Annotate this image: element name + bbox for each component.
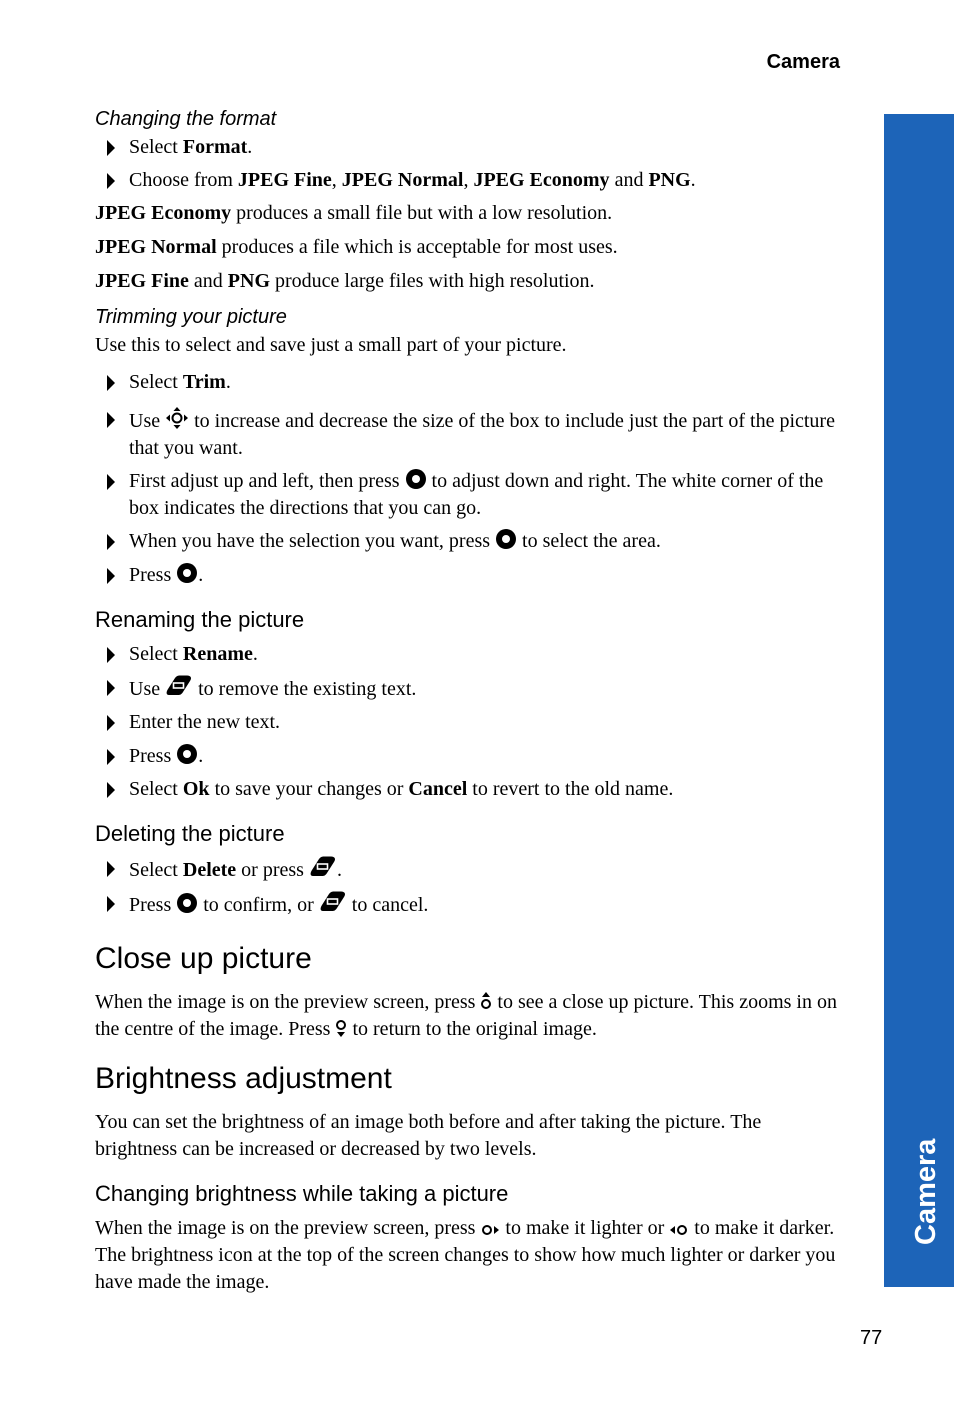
bold-text: JPEG Normal <box>341 169 464 191</box>
paragraph-close-up <box>95 989 840 1043</box>
paragraph-jpeg-fine <box>95 268 840 295</box>
header-title: Camera <box>766 51 840 73</box>
bullet-press-center <box>95 743 840 770</box>
text: First adjust up and left, then press <box>129 470 405 492</box>
bold-text: Cancel <box>408 778 468 800</box>
text: Enter the new text. <box>129 711 281 733</box>
right-triangle-icon <box>107 715 115 731</box>
paragraph-jpeg-economy <box>95 200 840 227</box>
nav-left-icon <box>669 1223 689 1237</box>
text: Choose from <box>129 169 238 191</box>
text: . <box>252 643 258 665</box>
text: and <box>609 169 649 191</box>
text: to see a close up picture. This zooms in on the centre of the image. Press <box>95 991 837 1040</box>
text: , <box>463 169 474 191</box>
text: produce large files with high resolution. <box>270 270 595 292</box>
bullet-select-delete <box>95 855 840 884</box>
right-triangle-icon <box>107 896 115 912</box>
bold-text: Ok <box>182 778 210 800</box>
bullet-press-center <box>95 562 840 589</box>
text: to cancel. <box>346 894 429 916</box>
text: to save your changes or <box>209 778 409 800</box>
nav-up-icon <box>480 991 492 1011</box>
clear-key-icon <box>319 890 347 914</box>
bullet-adjust-up-left <box>95 468 840 522</box>
bold-text: JPEG Fine <box>237 169 332 191</box>
text: to return to the original image. <box>347 1018 597 1040</box>
center-select-key-icon <box>495 528 517 550</box>
text: produces a file which is acceptable for most uses. <box>216 236 618 258</box>
side-tab-label: Camera <box>910 1138 942 1245</box>
nav-right-icon <box>480 1223 500 1237</box>
bold-text: JPEG Economy <box>473 169 610 191</box>
bullet-use-navigation <box>95 406 840 462</box>
bold-text: JPEG Normal <box>95 236 217 258</box>
heading-renaming: Renaming the picture <box>95 607 305 632</box>
right-triangle-icon <box>107 568 115 584</box>
right-triangle-icon <box>107 782 115 798</box>
bold-text: Delete <box>182 859 237 881</box>
heading-changing-format: Changing the format <box>95 108 277 130</box>
text: Select <box>129 371 183 393</box>
text: . <box>198 745 204 767</box>
right-triangle-icon <box>107 140 115 156</box>
bold-text: PNG <box>227 270 270 292</box>
bullet-select-trim <box>95 369 840 396</box>
text: . <box>247 136 253 158</box>
bullet-select-area <box>95 528 840 555</box>
clear-key-icon <box>165 674 193 698</box>
right-triangle-icon <box>107 474 115 490</box>
heading-trimming: Trimming your picture <box>95 306 287 328</box>
text: Use <box>129 678 166 700</box>
bullet-select-rename <box>95 641 840 668</box>
center-select-key-icon <box>176 562 198 584</box>
bold-text: JPEG Fine <box>95 270 189 292</box>
text: When the image is on the preview screen, press <box>95 1217 481 1239</box>
right-triangle-icon <box>107 647 115 663</box>
side-tab <box>884 114 954 1287</box>
text: Select <box>129 859 183 881</box>
bold-text: PNG <box>648 169 691 191</box>
bullet-select-ok-cancel <box>95 776 840 803</box>
bold-text: Trim <box>182 371 226 393</box>
bullet-choose-format <box>95 167 840 194</box>
bullet-press-confirm <box>95 890 840 919</box>
text: . <box>198 564 204 586</box>
text: Select <box>129 643 183 665</box>
text: to increase and decrease the size of the box to include just the part of the picture that you want. <box>129 410 835 459</box>
heading-changing-brightness: Changing brightness while taking a picture <box>95 1181 509 1206</box>
text: . <box>225 371 231 393</box>
text: to select the area. <box>517 530 661 552</box>
page-content <box>95 104 840 1296</box>
center-select-key-icon <box>405 468 427 490</box>
text: Press <box>129 745 177 767</box>
right-triangle-icon <box>107 534 115 550</box>
right-triangle-icon <box>107 375 115 391</box>
text: to make it darker. The brightness icon at the top of the screen changes to show how much lighter or darker you have made the image. <box>95 1217 836 1293</box>
bullet-enter-text <box>95 709 840 736</box>
text: Press <box>129 894 177 916</box>
text: Select <box>129 778 183 800</box>
text: Use <box>129 410 166 432</box>
text: and <box>188 270 228 292</box>
paragraph-changing-brightness <box>95 1215 840 1296</box>
paragraph-brightness: You can set the brightness of an image both before and after taking the picture. The brightness can be increased or decreased by two levels. <box>95 1111 762 1160</box>
text: produces a small file but with a low resolution. <box>231 202 613 224</box>
center-select-key-icon <box>176 743 198 765</box>
text: or press <box>236 859 309 881</box>
right-triangle-icon <box>107 680 115 696</box>
nav-down-icon <box>335 1018 347 1038</box>
text: to confirm, or <box>198 894 319 916</box>
right-triangle-icon <box>107 749 115 765</box>
paragraph-trim-intro: Use this to select and save just a small part of your picture. <box>95 334 567 356</box>
text: Press <box>129 564 177 586</box>
heading-brightness: Brightness adjustment <box>95 1062 392 1095</box>
text: to make it lighter or <box>500 1217 670 1239</box>
text: , <box>331 169 342 191</box>
heading-close-up: Close up picture <box>95 942 312 975</box>
text: to revert to the old name. <box>467 778 674 800</box>
text: . <box>690 169 696 191</box>
bold-text: Format <box>182 136 248 158</box>
text: When you have the selection you want, press <box>129 530 496 552</box>
page-number: 77 <box>860 1327 883 1349</box>
heading-deleting: Deleting the picture <box>95 821 285 846</box>
bold-text: Rename <box>182 643 253 665</box>
bold-text: JPEG Economy <box>95 202 232 224</box>
clear-key-icon <box>309 855 337 879</box>
right-triangle-icon <box>107 173 115 189</box>
bullet-select-format <box>95 134 840 161</box>
right-triangle-icon <box>107 861 115 877</box>
text: . <box>336 859 342 881</box>
text: to adjust down and right. The white corner of the box indicates the directions that you can go. <box>129 470 824 519</box>
text: Select <box>129 136 183 158</box>
text: When the image is on the preview screen, press <box>95 991 481 1013</box>
center-select-key-icon <box>176 892 198 914</box>
navigation-key-icon <box>165 406 189 430</box>
paragraph-jpeg-normal <box>95 234 840 261</box>
right-triangle-icon <box>107 412 115 428</box>
text: to remove the existing text. <box>193 678 417 700</box>
bullet-use-clear <box>95 674 840 703</box>
